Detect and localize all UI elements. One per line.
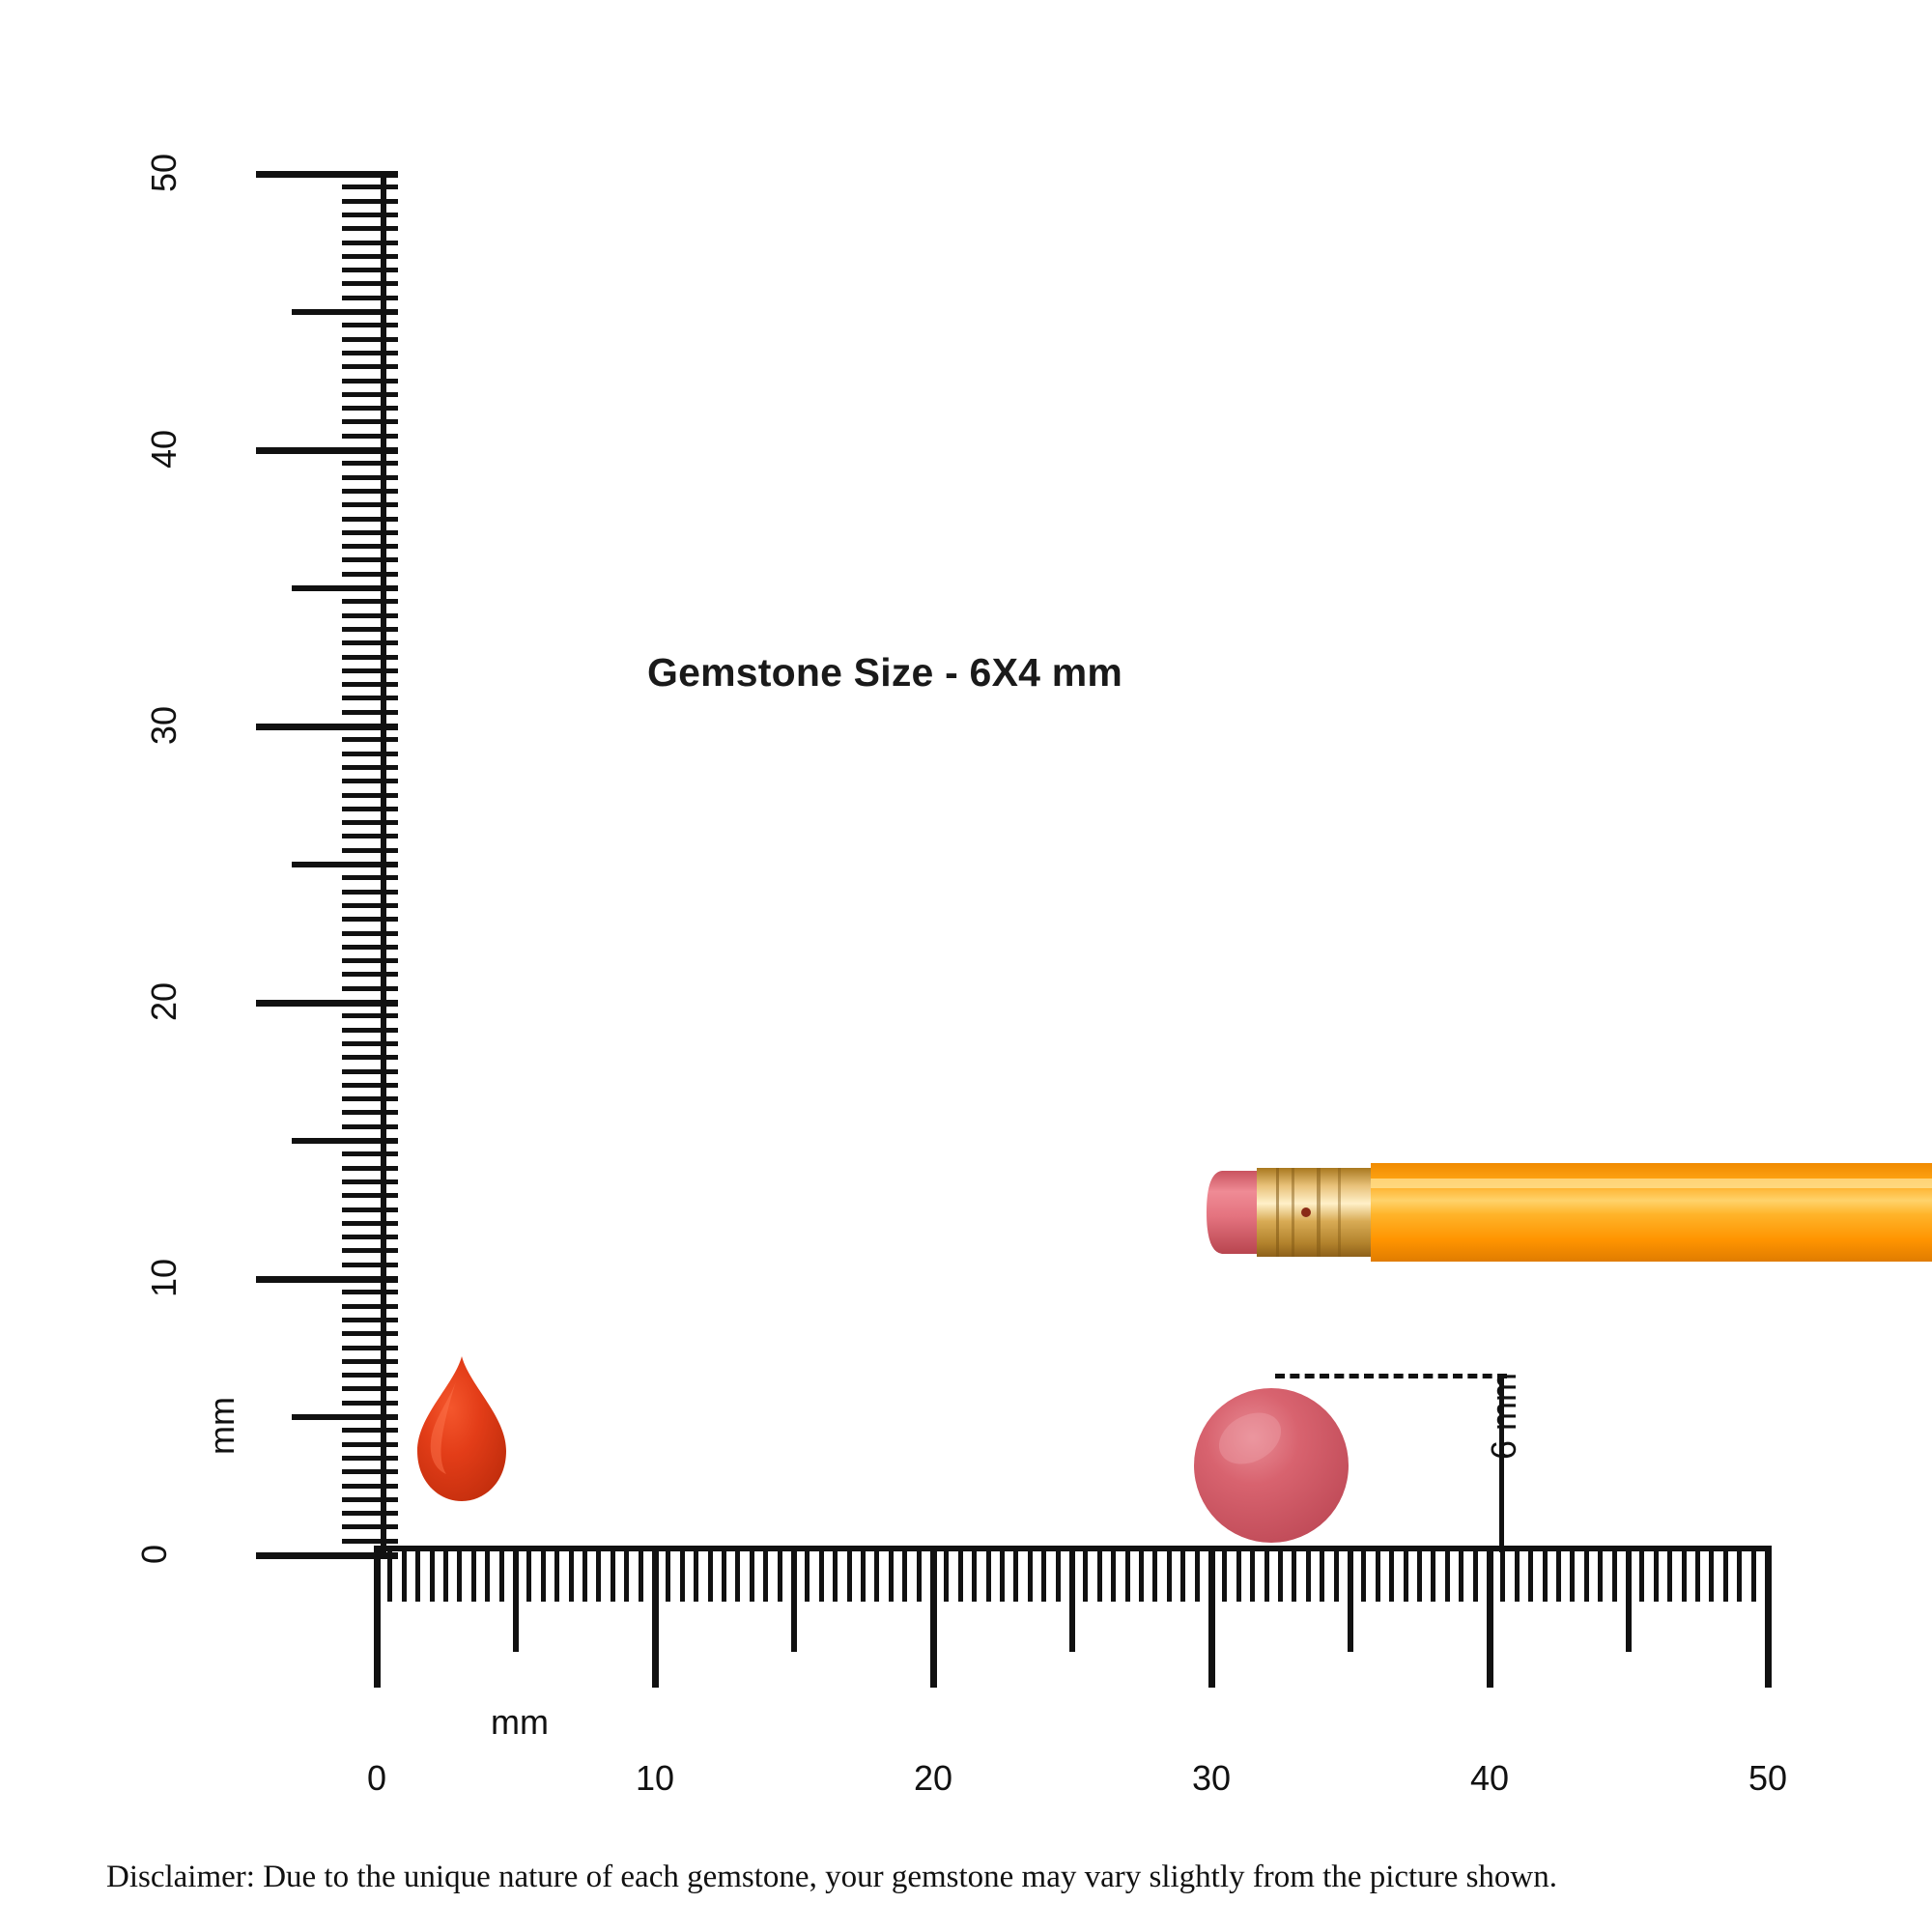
vertical-tick xyxy=(342,268,398,272)
vertical-tick xyxy=(342,185,398,189)
horizontal-tick xyxy=(958,1546,963,1602)
horizontal-tick xyxy=(1639,1546,1644,1602)
horizontal-tick xyxy=(1445,1546,1450,1602)
vertical-tick xyxy=(342,419,398,424)
vertical-tick xyxy=(342,1096,398,1101)
vertical-tick xyxy=(342,1208,398,1212)
vertical-tick xyxy=(342,1456,398,1461)
vertical-tick xyxy=(342,986,398,991)
horizontal-tick xyxy=(415,1546,420,1602)
horizontal-ruler-label: 50 xyxy=(1747,1758,1788,1798)
horizontal-tick xyxy=(917,1546,922,1602)
horizontal-ruler-label: 20 xyxy=(913,1758,953,1798)
vertical-tick xyxy=(342,461,398,466)
vertical-ruler-label: 40 xyxy=(144,429,185,469)
vertical-tick xyxy=(256,447,398,454)
horizontal-tick xyxy=(902,1546,907,1602)
horizontal-tick xyxy=(1208,1546,1215,1688)
horizontal-tick xyxy=(874,1546,879,1602)
vertical-tick xyxy=(342,254,398,259)
horizontal-tick xyxy=(1626,1546,1632,1652)
horizontal-tick xyxy=(1028,1546,1033,1602)
horizontal-tick xyxy=(569,1546,574,1602)
vertical-tick xyxy=(342,530,398,535)
vertical-tick xyxy=(292,1138,398,1144)
horizontal-tick xyxy=(722,1546,726,1602)
horizontal-tick xyxy=(1292,1546,1296,1602)
horizontal-tick xyxy=(1348,1546,1353,1652)
horizontal-tick xyxy=(805,1546,810,1602)
vertical-tick xyxy=(342,1511,398,1516)
vertical-tick xyxy=(342,1041,398,1046)
vertical-tick xyxy=(342,1428,398,1433)
vertical-tick xyxy=(342,752,398,756)
horizontal-ruler-label: 40 xyxy=(1469,1758,1510,1798)
vertical-ruler-label: 30 xyxy=(144,705,185,746)
vertical-tick xyxy=(342,834,398,838)
vertical-tick xyxy=(342,640,398,645)
vertical-tick xyxy=(256,724,398,730)
vertical-tick xyxy=(342,1028,398,1033)
horizontal-tick xyxy=(1667,1546,1672,1602)
vertical-tick xyxy=(342,434,398,439)
vertical-tick xyxy=(342,890,398,895)
vertical-tick xyxy=(342,807,398,811)
horizontal-tick xyxy=(1236,1546,1241,1602)
vertical-ruler-label: 10 xyxy=(144,1258,185,1298)
vertical-tick xyxy=(342,820,398,825)
vertical-tick xyxy=(342,931,398,936)
horizontal-tick xyxy=(750,1546,754,1602)
vertical-tick xyxy=(342,958,398,963)
horizontal-tick xyxy=(763,1546,768,1602)
horizontal-tick xyxy=(1152,1546,1157,1602)
horizontal-tick xyxy=(513,1546,519,1652)
page-title: Gemstone Size - 6X4 mm xyxy=(647,650,1123,695)
horizontal-tick xyxy=(944,1546,949,1602)
horizontal-tick xyxy=(833,1546,838,1602)
horizontal-tick xyxy=(735,1546,740,1602)
vertical-tick xyxy=(342,1331,398,1336)
vertical-tick xyxy=(342,1401,398,1406)
horizontal-tick xyxy=(1111,1546,1116,1602)
horizontal-tick xyxy=(1376,1546,1380,1602)
vertical-tick xyxy=(342,475,398,480)
vertical-tick xyxy=(342,213,398,217)
vertical-tick xyxy=(342,737,398,742)
vertical-tick xyxy=(342,613,398,618)
horizontal-tick xyxy=(1013,1546,1018,1602)
vertical-tick xyxy=(292,309,398,315)
vertical-tick xyxy=(342,1124,398,1129)
vertical-tick xyxy=(342,1484,398,1489)
horizontal-tick xyxy=(1404,1546,1408,1602)
horizontal-tick xyxy=(1765,1546,1772,1688)
vertical-ruler-label: 0 xyxy=(134,1544,175,1565)
vertical-tick xyxy=(342,406,398,411)
vertical-tick xyxy=(342,1386,398,1391)
horizontal-tick xyxy=(1320,1546,1324,1602)
vertical-tick xyxy=(342,489,398,494)
vertical-tick xyxy=(342,710,398,715)
horizontal-tick xyxy=(819,1546,824,1602)
horizontal-tick xyxy=(554,1546,559,1602)
horizontal-ruler-label: 10 xyxy=(635,1758,675,1798)
vertical-tick xyxy=(342,351,398,355)
horizontal-tick xyxy=(1139,1546,1144,1602)
horizontal-tick xyxy=(430,1546,435,1602)
vertical-tick xyxy=(342,1013,398,1018)
vertical-tick xyxy=(342,572,398,577)
horizontal-tick xyxy=(1041,1546,1046,1602)
vertical-tick xyxy=(342,779,398,783)
vertical-ruler-label: 50 xyxy=(144,153,185,193)
vertical-tick xyxy=(342,972,398,977)
horizontal-tick xyxy=(1125,1546,1130,1602)
vertical-ruler xyxy=(243,174,398,1555)
horizontal-ruler-unit-label: mm xyxy=(491,1702,549,1742)
vertical-tick xyxy=(342,281,398,286)
vertical-tick xyxy=(342,655,398,660)
vertical-tick xyxy=(342,1346,398,1350)
vertical-tick xyxy=(342,945,398,950)
horizontal-tick xyxy=(680,1546,685,1602)
horizontal-tick xyxy=(1543,1546,1548,1602)
horizontal-tick xyxy=(1528,1546,1533,1602)
horizontal-tick xyxy=(639,1546,643,1602)
vertical-tick xyxy=(342,199,398,204)
vertical-tick xyxy=(342,1110,398,1115)
vertical-tick xyxy=(342,241,398,245)
horizontal-tick xyxy=(1056,1546,1061,1602)
vertical-tick xyxy=(292,1414,398,1420)
vertical-tick xyxy=(342,1179,398,1184)
horizontal-tick xyxy=(526,1546,531,1602)
horizontal-tick xyxy=(471,1546,476,1602)
vertical-tick xyxy=(342,917,398,922)
horizontal-tick xyxy=(1097,1546,1102,1602)
horizontal-ruler xyxy=(377,1546,1768,1739)
horizontal-tick xyxy=(1459,1546,1463,1602)
horizontal-tick xyxy=(1654,1546,1659,1602)
horizontal-tick xyxy=(1069,1546,1075,1652)
horizontal-tick xyxy=(596,1546,601,1602)
horizontal-tick xyxy=(1278,1546,1283,1602)
vertical-tick xyxy=(342,668,398,673)
vertical-tick xyxy=(342,627,398,632)
horizontal-tick xyxy=(541,1546,546,1602)
horizontal-tick xyxy=(1584,1546,1589,1602)
vertical-tick xyxy=(342,1304,398,1309)
horizontal-tick xyxy=(1751,1546,1756,1602)
horizontal-tick xyxy=(1570,1546,1575,1602)
vertical-tick xyxy=(342,1318,398,1322)
horizontal-tick xyxy=(666,1546,670,1602)
round-cabochon-gemstone xyxy=(1190,1384,1352,1547)
vertical-tick xyxy=(342,903,398,908)
horizontal-tick xyxy=(374,1546,381,1688)
horizontal-tick xyxy=(889,1546,894,1602)
horizontal-tick xyxy=(1306,1546,1311,1602)
vertical-tick xyxy=(342,502,398,507)
horizontal-tick xyxy=(1598,1546,1603,1602)
horizontal-tick xyxy=(443,1546,448,1602)
pear-cut-gemstone xyxy=(410,1352,514,1507)
horizontal-tick xyxy=(499,1546,504,1602)
horizontal-tick xyxy=(1695,1546,1700,1602)
horizontal-tick xyxy=(582,1546,587,1602)
vertical-tick xyxy=(342,1359,398,1364)
disclaimer-text: Disclaimer: Due to the unique nature of each gemstone, your gemstone may vary slightly from the picture shown. xyxy=(106,1860,1558,1894)
horizontal-tick xyxy=(1000,1546,1005,1602)
horizontal-tick xyxy=(1473,1546,1478,1602)
dimension-leader-line xyxy=(1275,1374,1507,1378)
vertical-tick xyxy=(342,682,398,687)
vertical-tick xyxy=(256,1000,398,1007)
horizontal-tick xyxy=(1389,1546,1394,1602)
horizontal-tick xyxy=(485,1546,490,1602)
horizontal-tick xyxy=(1487,1546,1493,1688)
horizontal-tick xyxy=(1737,1546,1742,1602)
vertical-tick xyxy=(342,1193,398,1198)
vertical-ruler-label: 20 xyxy=(144,981,185,1022)
horizontal-tick xyxy=(930,1546,937,1688)
vertical-tick xyxy=(342,1497,398,1502)
horizontal-tick xyxy=(861,1546,866,1602)
vertical-tick xyxy=(342,392,398,397)
horizontal-tick xyxy=(1417,1546,1422,1602)
horizontal-tick xyxy=(1083,1546,1088,1602)
pencil-reference xyxy=(1203,1150,1932,1275)
vertical-tick xyxy=(342,765,398,770)
vertical-tick xyxy=(342,296,398,300)
vertical-tick xyxy=(342,517,398,522)
vertical-tick xyxy=(342,848,398,853)
horizontal-tick xyxy=(652,1546,659,1688)
horizontal-tick xyxy=(1500,1546,1505,1602)
horizontal-tick xyxy=(791,1546,797,1652)
horizontal-tick xyxy=(1612,1546,1617,1602)
vertical-tick xyxy=(342,1263,398,1267)
horizontal-tick xyxy=(1195,1546,1200,1602)
vertical-tick xyxy=(342,226,398,231)
vertical-tick xyxy=(342,379,398,384)
horizontal-tick xyxy=(1167,1546,1172,1602)
horizontal-tick xyxy=(694,1546,698,1602)
horizontal-tick xyxy=(1556,1546,1561,1602)
vertical-tick xyxy=(342,1166,398,1171)
vertical-tick xyxy=(342,1221,398,1226)
horizontal-ruler-label: 30 xyxy=(1191,1758,1232,1798)
vertical-tick xyxy=(342,1290,398,1294)
vertical-tick xyxy=(342,337,398,342)
horizontal-tick xyxy=(778,1546,782,1602)
vertical-tick xyxy=(342,696,398,700)
vertical-tick xyxy=(342,1069,398,1074)
vertical-tick xyxy=(342,323,398,327)
vertical-tick xyxy=(292,862,398,867)
horizontal-tick xyxy=(1180,1546,1185,1602)
horizontal-tick xyxy=(708,1546,713,1602)
horizontal-tick xyxy=(1250,1546,1255,1602)
horizontal-tick xyxy=(387,1546,392,1602)
vertical-tick xyxy=(342,1469,398,1474)
horizontal-tick xyxy=(1709,1546,1714,1602)
vertical-tick xyxy=(342,364,398,369)
horizontal-tick xyxy=(1682,1546,1687,1602)
vertical-tick xyxy=(342,599,398,604)
vertical-tick xyxy=(342,1373,398,1378)
horizontal-tick xyxy=(1334,1546,1339,1602)
vertical-tick xyxy=(342,1524,398,1529)
vertical-tick xyxy=(256,171,398,178)
dimension-label: 6 mm xyxy=(1484,1373,1523,1460)
vertical-tick xyxy=(256,1276,398,1283)
vertical-tick xyxy=(342,793,398,798)
vertical-tick xyxy=(342,1055,398,1060)
vertical-tick xyxy=(342,1235,398,1239)
horizontal-tick xyxy=(1264,1546,1269,1602)
vertical-tick xyxy=(342,1248,398,1253)
vertical-tick xyxy=(342,544,398,549)
horizontal-tick xyxy=(1222,1546,1227,1602)
horizontal-tick xyxy=(1515,1546,1520,1602)
horizontal-tick xyxy=(1431,1546,1435,1602)
horizontal-ruler-label: 0 xyxy=(366,1758,387,1798)
horizontal-tick xyxy=(986,1546,991,1602)
vertical-tick xyxy=(342,1083,398,1088)
horizontal-tick xyxy=(457,1546,462,1602)
vertical-tick xyxy=(342,875,398,880)
vertical-tick xyxy=(342,1442,398,1447)
vertical-tick xyxy=(342,1539,398,1544)
horizontal-tick xyxy=(1723,1546,1728,1602)
horizontal-tick xyxy=(624,1546,629,1602)
vertical-tick xyxy=(342,557,398,562)
horizontal-tick xyxy=(972,1546,977,1602)
horizontal-tick xyxy=(1361,1546,1366,1602)
horizontal-tick xyxy=(847,1546,852,1602)
horizontal-tick xyxy=(611,1546,615,1602)
vertical-ruler-unit-label: mm xyxy=(201,1397,242,1455)
vertical-tick xyxy=(342,1151,398,1156)
horizontal-tick xyxy=(402,1546,407,1602)
vertical-tick xyxy=(292,585,398,591)
